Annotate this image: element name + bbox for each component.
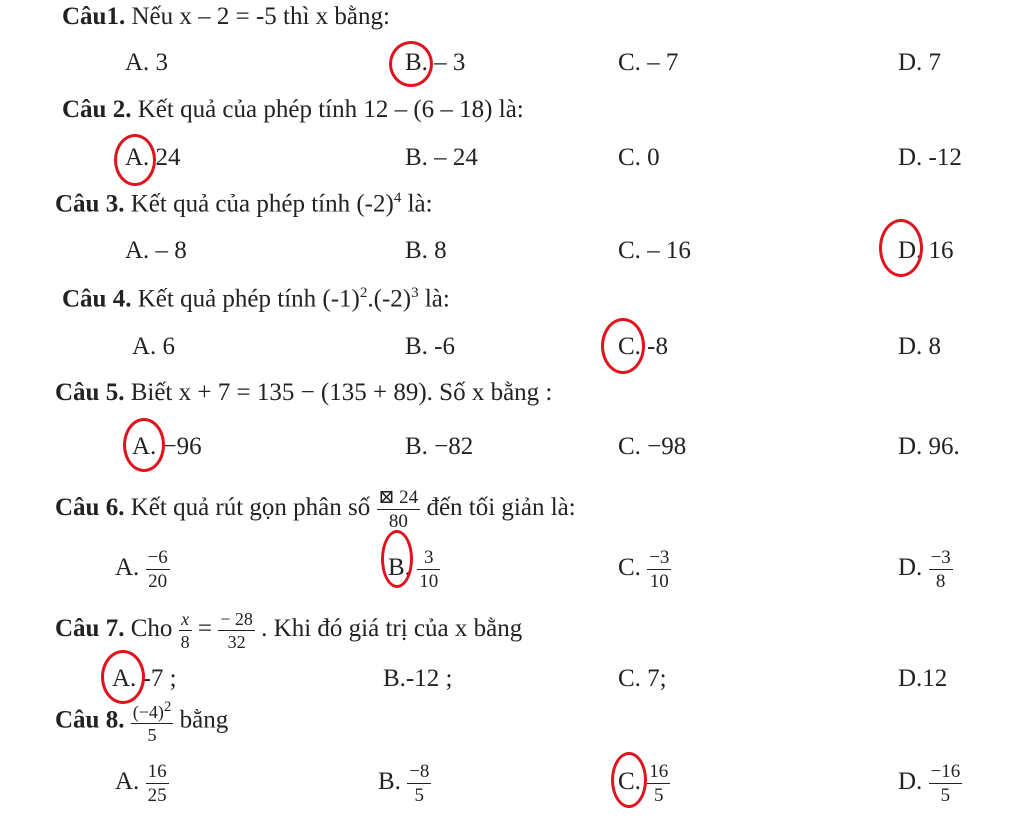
answer-circle bbox=[601, 318, 645, 374]
fraction-numerator: −3 bbox=[930, 547, 951, 568]
fraction-numerator: −6 bbox=[147, 547, 168, 568]
fraction bbox=[647, 762, 670, 805]
option-b[interactable]: B. −82 bbox=[405, 433, 474, 460]
fraction-denominator: 5 bbox=[940, 785, 951, 806]
answer-circle bbox=[879, 219, 923, 277]
fraction-denominator: 5 bbox=[653, 785, 664, 806]
question-label: Câu 4. bbox=[62, 285, 132, 313]
fraction-numerator: x bbox=[179, 610, 192, 631]
answer-circle bbox=[101, 650, 145, 704]
fraction bbox=[407, 762, 431, 805]
fraction-denominator: 5 bbox=[147, 725, 157, 745]
option-b[interactable]: B. 8 bbox=[405, 237, 447, 264]
fraction-numerator: 3 bbox=[417, 548, 440, 570]
option-letter: B. bbox=[378, 768, 401, 796]
option-b[interactable]: B. – 3 bbox=[405, 49, 466, 76]
fraction-denominator: 8 bbox=[935, 571, 946, 592]
fraction bbox=[929, 548, 953, 591]
question-label: Câu1. bbox=[62, 3, 126, 30]
fraction bbox=[647, 548, 671, 591]
base: (−4) bbox=[132, 702, 164, 722]
fraction-denominator: 20 bbox=[148, 571, 168, 592]
option-c[interactable]: C. 7; bbox=[618, 665, 667, 692]
question-label: Câu 2. bbox=[62, 96, 132, 123]
option-d[interactable] bbox=[898, 548, 953, 591]
option-b[interactable]: B. -6 bbox=[405, 333, 455, 360]
question-text: Biết x + 7 = 135 − (135 + 89). Số x bằng : bbox=[130, 379, 553, 406]
option-d[interactable]: D. 8 bbox=[898, 333, 942, 360]
question-label: Câu 5. bbox=[55, 379, 125, 406]
option-c[interactable]: C. – 16 bbox=[618, 237, 691, 264]
option-d[interactable]: D.12 bbox=[898, 665, 948, 692]
exponent: 2 bbox=[163, 699, 172, 715]
fraction-numerator: − 28 bbox=[220, 609, 253, 629]
option-c[interactable]: C. −98 bbox=[618, 433, 687, 460]
fraction-denominator: 32 bbox=[227, 632, 246, 652]
option-a[interactable]: A. −96 bbox=[132, 433, 202, 460]
option-a[interactable]: A. -7 ; bbox=[112, 665, 177, 692]
fraction-numerator: −3 bbox=[649, 547, 670, 568]
option-c[interactable]: C. – 7 bbox=[618, 49, 679, 76]
question-2 bbox=[62, 97, 524, 122]
question-text-end: là: bbox=[418, 285, 450, 313]
question-text: Kết quả của phép tính 12 – (6 – 18) là: bbox=[137, 96, 524, 123]
option-letter: A. bbox=[115, 554, 140, 582]
question-1 bbox=[62, 4, 390, 29]
answer-circle bbox=[123, 418, 165, 472]
fraction bbox=[417, 548, 440, 591]
option-c[interactable] bbox=[618, 548, 671, 591]
question-text: Kết quả phép tính (-1) bbox=[137, 285, 360, 313]
option-b[interactable]: B. – 24 bbox=[405, 144, 478, 171]
fraction-numerator: 16 bbox=[147, 761, 167, 782]
exponent: 2 bbox=[359, 285, 368, 301]
option-letter: C. bbox=[618, 768, 641, 796]
equals-sign: = bbox=[197, 615, 213, 643]
fraction-numerator: −8 bbox=[409, 761, 430, 782]
option-d[interactable] bbox=[898, 762, 962, 805]
option-c[interactable]: C. 0 bbox=[618, 144, 660, 171]
fraction bbox=[146, 762, 169, 805]
fraction-denominator: 80 bbox=[388, 511, 408, 532]
question-text: Kết quả của phép tính (-2) bbox=[130, 190, 394, 218]
question-label: Câu 3. bbox=[55, 190, 125, 218]
question-7 bbox=[55, 610, 522, 651]
question-text-end: là: bbox=[401, 190, 433, 218]
option-a[interactable] bbox=[115, 762, 169, 805]
question-text: Nếu x – 2 = -5 thì x bằng: bbox=[131, 3, 390, 30]
fraction-denominator: 25 bbox=[147, 785, 167, 806]
fraction-denominator: 5 bbox=[414, 785, 425, 806]
option-a[interactable]: A. 24 bbox=[125, 144, 181, 171]
question-label: Câu 8. bbox=[55, 706, 125, 734]
question-6 bbox=[55, 488, 576, 531]
fraction-numerator: 16 bbox=[649, 761, 669, 782]
option-letter: C. bbox=[618, 554, 641, 582]
fraction-denominator: 8 bbox=[180, 632, 190, 652]
fraction bbox=[218, 610, 255, 651]
option-a[interactable]: A. – 8 bbox=[125, 237, 187, 264]
question-text-end: . Khi đó giá trị của x bằng bbox=[261, 615, 523, 643]
fraction-denominator: 10 bbox=[649, 571, 669, 592]
question-4 bbox=[62, 286, 450, 311]
fraction-denominator: 10 bbox=[419, 571, 439, 592]
fraction bbox=[179, 610, 192, 651]
question-label: Câu 6. bbox=[55, 494, 125, 522]
option-a[interactable] bbox=[115, 548, 170, 591]
option-a[interactable]: A. 3 bbox=[125, 49, 169, 76]
exponent: 4 bbox=[393, 190, 402, 206]
option-b[interactable]: B.-12 ; bbox=[383, 665, 453, 692]
question-text-mid: .(-2) bbox=[367, 285, 412, 313]
fraction-numerator: −16 bbox=[930, 761, 961, 782]
option-letter: D. bbox=[898, 554, 923, 582]
option-d[interactable]: D. 7 bbox=[898, 49, 942, 76]
question-text-end: bằng bbox=[179, 706, 229, 734]
fraction bbox=[377, 488, 421, 531]
fraction-numerator: ⊠ 24 bbox=[378, 487, 419, 508]
option-d[interactable]: D. 96. bbox=[898, 433, 960, 460]
question-text: Kết quả rút gọn phân số bbox=[130, 494, 371, 522]
option-b[interactable] bbox=[378, 762, 431, 805]
option-d[interactable]: D. -12 bbox=[898, 144, 962, 171]
option-a[interactable]: A. 6 bbox=[132, 333, 176, 360]
option-d[interactable]: D. 16 bbox=[898, 237, 954, 264]
question-5 bbox=[55, 380, 552, 405]
question-text: Cho bbox=[130, 615, 173, 643]
answer-circle bbox=[381, 530, 413, 588]
fraction-numerator bbox=[131, 700, 174, 724]
question-3 bbox=[55, 191, 433, 216]
option-letter: A. bbox=[115, 768, 140, 796]
answer-circle bbox=[114, 134, 156, 186]
option-letter: B. bbox=[388, 554, 411, 582]
answer-circle bbox=[389, 41, 433, 87]
option-letter: D. bbox=[898, 768, 923, 796]
question-label: Câu 7. bbox=[55, 615, 125, 643]
question-8 bbox=[55, 700, 228, 744]
fraction bbox=[131, 700, 174, 744]
fraction bbox=[929, 762, 963, 805]
answer-circle bbox=[611, 752, 647, 808]
fraction bbox=[146, 548, 170, 591]
exponent: 3 bbox=[411, 285, 419, 301]
question-text-end: đến tối giản là: bbox=[426, 494, 576, 522]
option-c[interactable]: C. -8 bbox=[618, 333, 668, 360]
